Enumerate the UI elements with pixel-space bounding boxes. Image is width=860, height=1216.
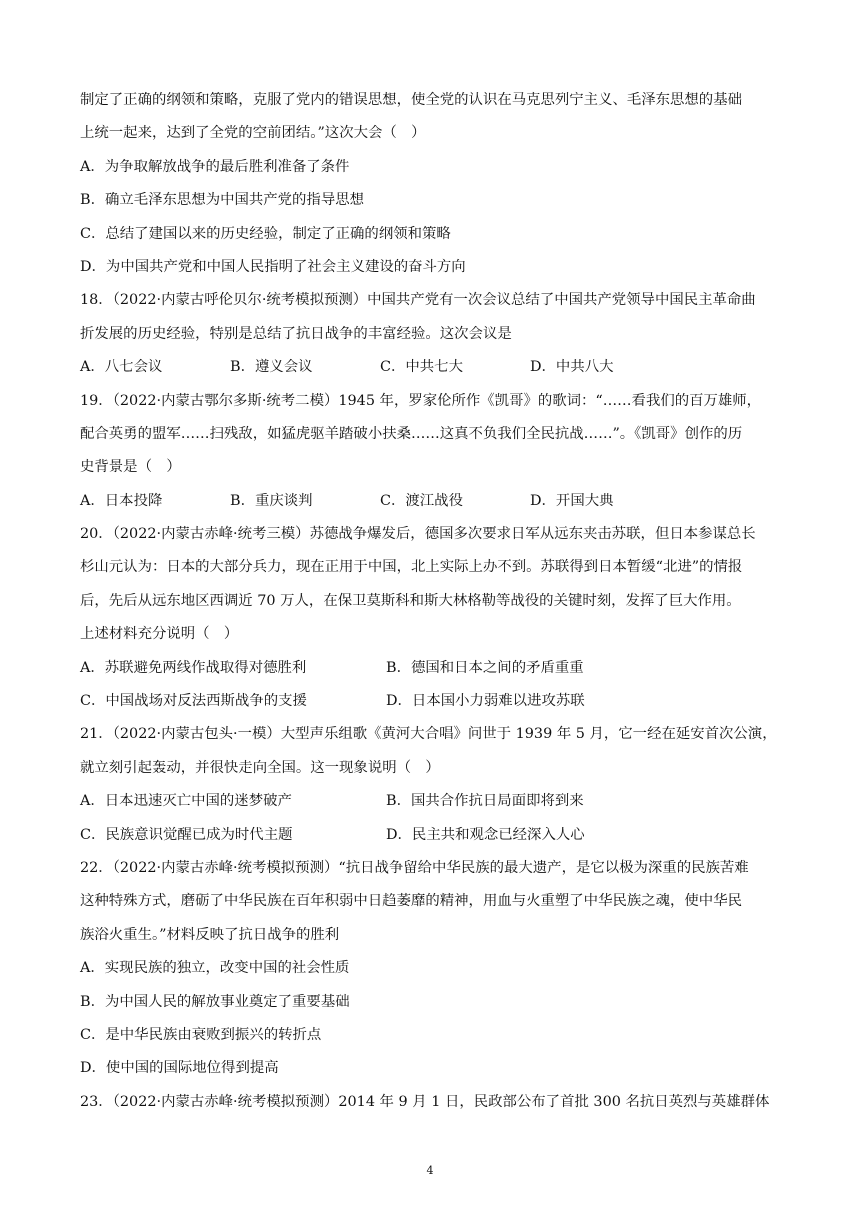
question-20-option-c: C．中国战场对反法西斯战争的支援 [80, 693, 307, 710]
page-content [80, 84, 800, 1119]
question-19-stem-line: 史背景是（ ） [80, 459, 181, 476]
question-20-stem-line: 杉山元认为：日本的大部分兵力，现在正用于中国，北上实际上办不到。苏联得到日本暂缓“北进”的情报 [80, 559, 743, 576]
question-17-option-c: C．总结了建国以来的历史经验，制定了正确的纲领和策略 [80, 225, 451, 242]
question-21-options-row [80, 819, 800, 852]
question-20-option-d: D．日本国小力弱难以进攻苏联 [386, 693, 585, 710]
page-number: 4 [426, 1164, 434, 1177]
question-20-option-b: B．德国和日本之间的矛盾重重 [386, 659, 584, 676]
question-21-option-a: A．日本迅速灭亡中国的迷梦破产 [80, 793, 292, 810]
question-18-option-c: C．中共七大 [380, 359, 463, 376]
question-22-stem-line: 这种特殊方式，磨砺了中华民族在百年积弱中日趋萎靡的精神，用血与火重塑了中华民族之魂，使中华民 [80, 893, 742, 910]
question-22-stem-line: 22．（2022·内蒙古赤峰·统考模拟预测）“抗日战争留给中华民族的最大遗产，是它以极为深重的民族苦难 [80, 859, 749, 876]
question-17-option-a: A．为争取解放战争的最后胜利准备了条件 [80, 158, 350, 175]
question-18-options [80, 351, 800, 384]
question-19-stem-line: 19．（2022·内蒙古鄂尔多斯·统考二模）1945 年，罗家伦所作《凯哥》的歌词：“……看我们的百万雄师， [80, 392, 762, 409]
question-22-option-b: B．为中国人民的解放事业奠定了重要基础 [80, 993, 350, 1010]
question-20-option-a: A．苏联避免两线作战取得对德胜利 [80, 659, 307, 676]
question-18-stem-line: 折发展的历史经验，特别是总结了抗日战争的丰富经验。这次会议是 [80, 325, 512, 342]
question-22-option-a: A．实现民族的独立，改变中国的社会性质 [80, 960, 350, 977]
question-22-stem-line: 族浴火重生。”材料反映了抗日战争的胜利 [80, 926, 340, 943]
question-21-options-row [80, 785, 800, 818]
question-18-stem-line: 18．（2022·内蒙古呼伦贝尔·统考模拟预测）中国共产党有一次会议总结了中国共产党领导中国民主革命曲 [80, 292, 756, 309]
question-18-option-b: B．遵义会议 [230, 359, 313, 376]
question-22-option-c: C．是中华民族由衰败到振兴的转折点 [80, 1026, 322, 1043]
question-20-stem-line: 后，先后从远东地区西调近 70 万人，在保卫莫斯科和斯大林格勒等战役的关键时刻，发挥了巨大作用。 [80, 592, 741, 609]
question-19-option-c: C．渡江战役 [380, 492, 463, 509]
question-21-option-d: D．民主共和观念已经深入人心 [386, 826, 585, 843]
question-21-stem-line: 21．（2022·内蒙古包头·一模）大型声乐组歌《黄河大合唱》问世于 1939 年 5 月，它一经在延安首次公演， [80, 726, 777, 743]
question-20-options-row [80, 685, 800, 718]
question-20-stem-line: 上述材料充分说明（ ） [80, 626, 239, 643]
question-21-stem-line: 就立刻引起轰动，并很快走向全国。这一现象说明（ ） [80, 759, 440, 776]
question-18-option-a: A．八七会议 [80, 359, 163, 376]
question-17-option-d: D．为中国共产党和中国人民指明了社会主义建设的奋斗方向 [80, 258, 466, 275]
question-20-stem-line: 20．（2022·内蒙古赤峰·统考三模）苏德战争爆发后，德国多次要求日军从远东夹击苏联，但日本参谋总长 [80, 526, 756, 543]
question-21-option-c: C．民族意识觉醒已成为时代主题 [80, 826, 293, 843]
question-19-option-b: B．重庆谈判 [230, 492, 313, 509]
question-18-option-d: D．中共八大 [530, 359, 614, 376]
question-19-stem-line: 配合英勇的盟军……扫残敌，如猛虎驱羊踏破小扶桑……这真不负我们全民抗战……”。《凯哥》创作的历 [80, 425, 743, 442]
question-21-option-b: B．国共合作抗日局面即将到来 [386, 793, 584, 810]
question-22-option-d: D．使中国的国际地位得到提高 [80, 1060, 279, 1077]
question-20-options-row [80, 652, 800, 685]
question-17-option-b: B．确立毛泽东思想为中国共产党的指导思想 [80, 192, 364, 209]
question-19-options [80, 485, 800, 518]
question-17-stem-line: 上统一起来，达到了全党的空前团结。”这次大会（ ） [80, 125, 426, 142]
question-19-option-d: D．开国大典 [530, 492, 614, 509]
question-19-option-a: A．日本投降 [80, 492, 163, 509]
question-23-stem-line: 23．（2022·内蒙古赤峰·统考模拟预测）2014 年 9 月 1 日，民政部公布了首批 300 名抗日英烈与英雄群体 [80, 1093, 770, 1110]
question-17-stem-line: 制定了正确的纲领和策略，克服了党内的错误思想，使全党的认识在马克思列宁主义、毛泽东思想的基础 [80, 92, 742, 108]
